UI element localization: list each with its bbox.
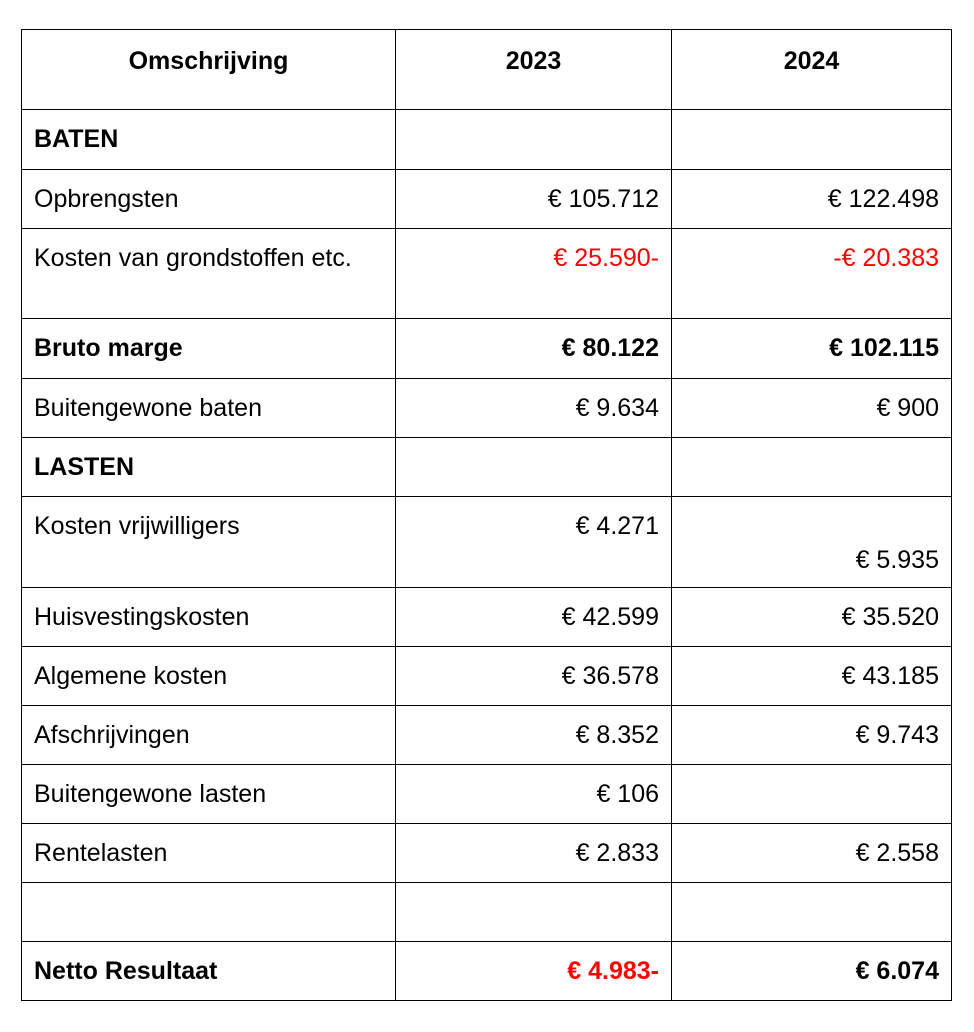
value-2024: € 6.074 bbox=[672, 942, 952, 1001]
value-2024: -€ 20.383 bbox=[672, 229, 952, 319]
table-row bbox=[22, 229, 952, 319]
row-label: Rentelasten bbox=[22, 824, 396, 883]
value-2023: € 42.599 bbox=[396, 588, 672, 647]
table-body bbox=[22, 110, 952, 1001]
table-row bbox=[22, 319, 952, 379]
row-label bbox=[22, 883, 396, 942]
row-label: Netto Resultaat bbox=[22, 942, 396, 1001]
row-label: Afschrijvingen bbox=[22, 706, 396, 765]
value-2023: € 4.983- bbox=[396, 942, 672, 1001]
value-2023: € 2.833 bbox=[396, 824, 672, 883]
value-2023 bbox=[396, 438, 672, 497]
value-2023: € 80.122 bbox=[396, 319, 672, 379]
table-row bbox=[22, 170, 952, 229]
row-label: LASTEN bbox=[22, 438, 396, 497]
value-2023: € 8.352 bbox=[396, 706, 672, 765]
table-header-row bbox=[22, 30, 952, 110]
value-2023: € 36.578 bbox=[396, 647, 672, 706]
value-2023: € 4.271 bbox=[396, 497, 672, 588]
row-label: BATEN bbox=[22, 110, 396, 170]
value-2024: € 122.498 bbox=[672, 170, 952, 229]
table-row bbox=[22, 647, 952, 706]
header-2024: 2024 bbox=[672, 30, 952, 110]
value-2024 bbox=[672, 765, 952, 824]
value-2023: € 105.712 bbox=[396, 170, 672, 229]
row-label: Buitengewone lasten bbox=[22, 765, 396, 824]
value-2023: € 106 bbox=[396, 765, 672, 824]
table-row bbox=[22, 765, 952, 824]
row-label: Kosten van grondstoffen etc. bbox=[22, 229, 396, 319]
value-2024: € 2.558 bbox=[672, 824, 952, 883]
row-label: Buitengewone baten bbox=[22, 379, 396, 438]
value-2024: € 35.520 bbox=[672, 588, 952, 647]
value-2024: € 43.185 bbox=[672, 647, 952, 706]
value-2024: € 5.935 bbox=[672, 497, 952, 588]
financial-results-table bbox=[21, 29, 952, 1001]
value-2023 bbox=[396, 883, 672, 942]
value-2024: € 9.743 bbox=[672, 706, 952, 765]
value-2023: € 9.634 bbox=[396, 379, 672, 438]
header-omschrijving: Omschrijving bbox=[22, 30, 396, 110]
row-label: Opbrengsten bbox=[22, 170, 396, 229]
value-2024 bbox=[672, 883, 952, 942]
table-row bbox=[22, 942, 952, 1001]
value-2024 bbox=[672, 438, 952, 497]
row-label: Kosten vrijwilligers bbox=[22, 497, 396, 588]
table-row bbox=[22, 588, 952, 647]
value-2023: € 25.590- bbox=[396, 229, 672, 319]
table-row bbox=[22, 824, 952, 883]
table-row bbox=[22, 110, 952, 170]
table-row bbox=[22, 706, 952, 765]
header-2023: 2023 bbox=[396, 30, 672, 110]
value-2024: € 900 bbox=[672, 379, 952, 438]
value-2023 bbox=[396, 110, 672, 170]
table-row bbox=[22, 379, 952, 438]
value-2024: € 102.115 bbox=[672, 319, 952, 379]
row-label: Bruto marge bbox=[22, 319, 396, 379]
row-label: Algemene kosten bbox=[22, 647, 396, 706]
table-row bbox=[22, 497, 952, 588]
row-label: Huisvestingskosten bbox=[22, 588, 396, 647]
value-2024 bbox=[672, 110, 952, 170]
table-row bbox=[22, 438, 952, 497]
table-row bbox=[22, 883, 952, 942]
